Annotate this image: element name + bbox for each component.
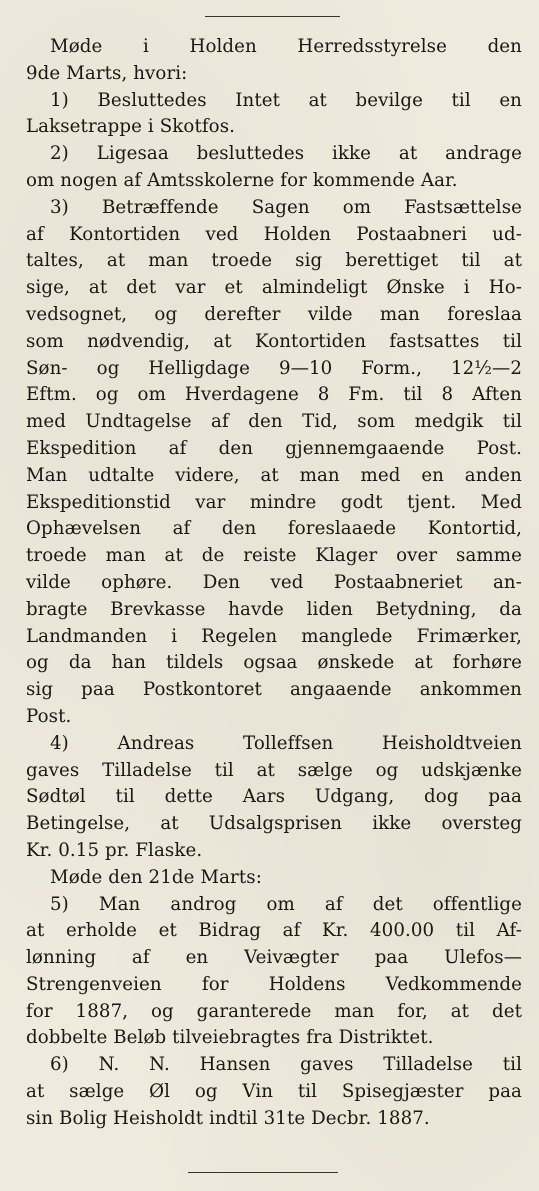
article-line: Strengenveien for Holdens Vedkommende	[26, 973, 522, 995]
column-top-rule	[205, 16, 340, 17]
article-line: lønning af en Veivægter paa Ulefos—	[26, 947, 522, 969]
article-line: Landmanden i Regelen manglede Frimærker,	[26, 625, 522, 647]
article-line: vilde ophøre. Den ved Postaabneriet an-	[26, 571, 522, 593]
article-line: 4) Andreas Tolleffsen Heisholdtveien	[50, 732, 522, 754]
article-line: Møde i Holden Herredsstyrelse den	[50, 36, 522, 57]
article-line: bragte Brevkasse havde liden Betydning, da	[26, 598, 522, 620]
article-line: taltes, at man troede sig berettiget til at	[26, 250, 522, 272]
article-line: sige, at det var et almindeligt Ønske i Ho-	[26, 277, 522, 299]
article-line: Møde den 21de Marts:	[50, 866, 262, 888]
article-line: Ekspedition af den gjennemgaaende Post.	[26, 437, 522, 459]
article-line: om nogen af Amtsskolerne for kommende Aar.	[26, 169, 458, 191]
article-body	[26, 34, 522, 1133]
article-line: dobbelte Beløb tilveiebragtes fra Distriktet.	[26, 1027, 434, 1049]
article-line: Laksetrappe i Skotfos.	[26, 116, 236, 138]
article-line: troede man at de reiste Klager over samme	[26, 545, 522, 567]
article-line: gaves Tilladelse til at sælge og udskjænke	[26, 759, 522, 781]
article-line: Søn- og Helligdage 9—10 Form., 12½—2	[26, 357, 522, 379]
article-line: sig paa Postkontoret angaaende ankommen	[26, 679, 522, 701]
article-line: 1) Besluttedes Intet at bevilge til en	[50, 89, 522, 111]
article-line: og da han tildels ogsaa ønskede at forhøre	[26, 652, 522, 674]
article-line: 6) N. N. Hansen gaves Tilladelse til	[50, 1054, 522, 1076]
article-line: for 1887, og garanterede man for, at det	[26, 1000, 522, 1022]
article-line: vedsognet, og derefter vilde man foreslaa	[26, 303, 522, 325]
article-line: Man udtalte videre, at man med en anden	[26, 464, 522, 486]
article-line: at sælge Øl og Vin til Spisegjæster paa	[26, 1081, 522, 1103]
article-line: Ophævelsen af den foreslaaede Kontortid,	[26, 518, 522, 540]
article-line: Kr. 0.15 pr. Flaske.	[26, 839, 203, 861]
article-line: Sødtøl til dette Aars Udgang, dog paa	[26, 786, 522, 808]
article-line: Post.	[26, 705, 72, 727]
column-bottom-rule	[188, 1172, 338, 1173]
article-line: af Kontortiden ved Holden Postaabneri ud-	[26, 223, 522, 245]
article-line: med Undtagelse af den Tid, som medgik til	[26, 411, 522, 433]
article-line: Eftm. og om Hverdagene 8 Fm. til 8 Aften	[26, 384, 522, 406]
article-line: Betingelse, at Udsalgsprisen ikke oversteg	[26, 813, 522, 835]
article-line: 2) Ligesaa besluttedes ikke at andrage	[50, 143, 522, 165]
article-line: 5) Man androg om af det offentlige	[50, 893, 522, 915]
article-line: at erholde et Bidrag af Kr. 400.00 til Af-	[26, 920, 522, 942]
article-line: 3) Betræffende Sagen om Fastsættelse	[50, 196, 522, 218]
article-line: 9de Marts, hvori:	[26, 62, 188, 84]
article-line: som nødvendig, at Kontortiden fastsattes til	[26, 330, 522, 352]
article-line: Ekspeditionstid var mindre godt tjent. Med	[26, 491, 522, 513]
article-line: sin Bolig Heisholdt indtil 31te Decbr. 1887.	[26, 1107, 430, 1129]
